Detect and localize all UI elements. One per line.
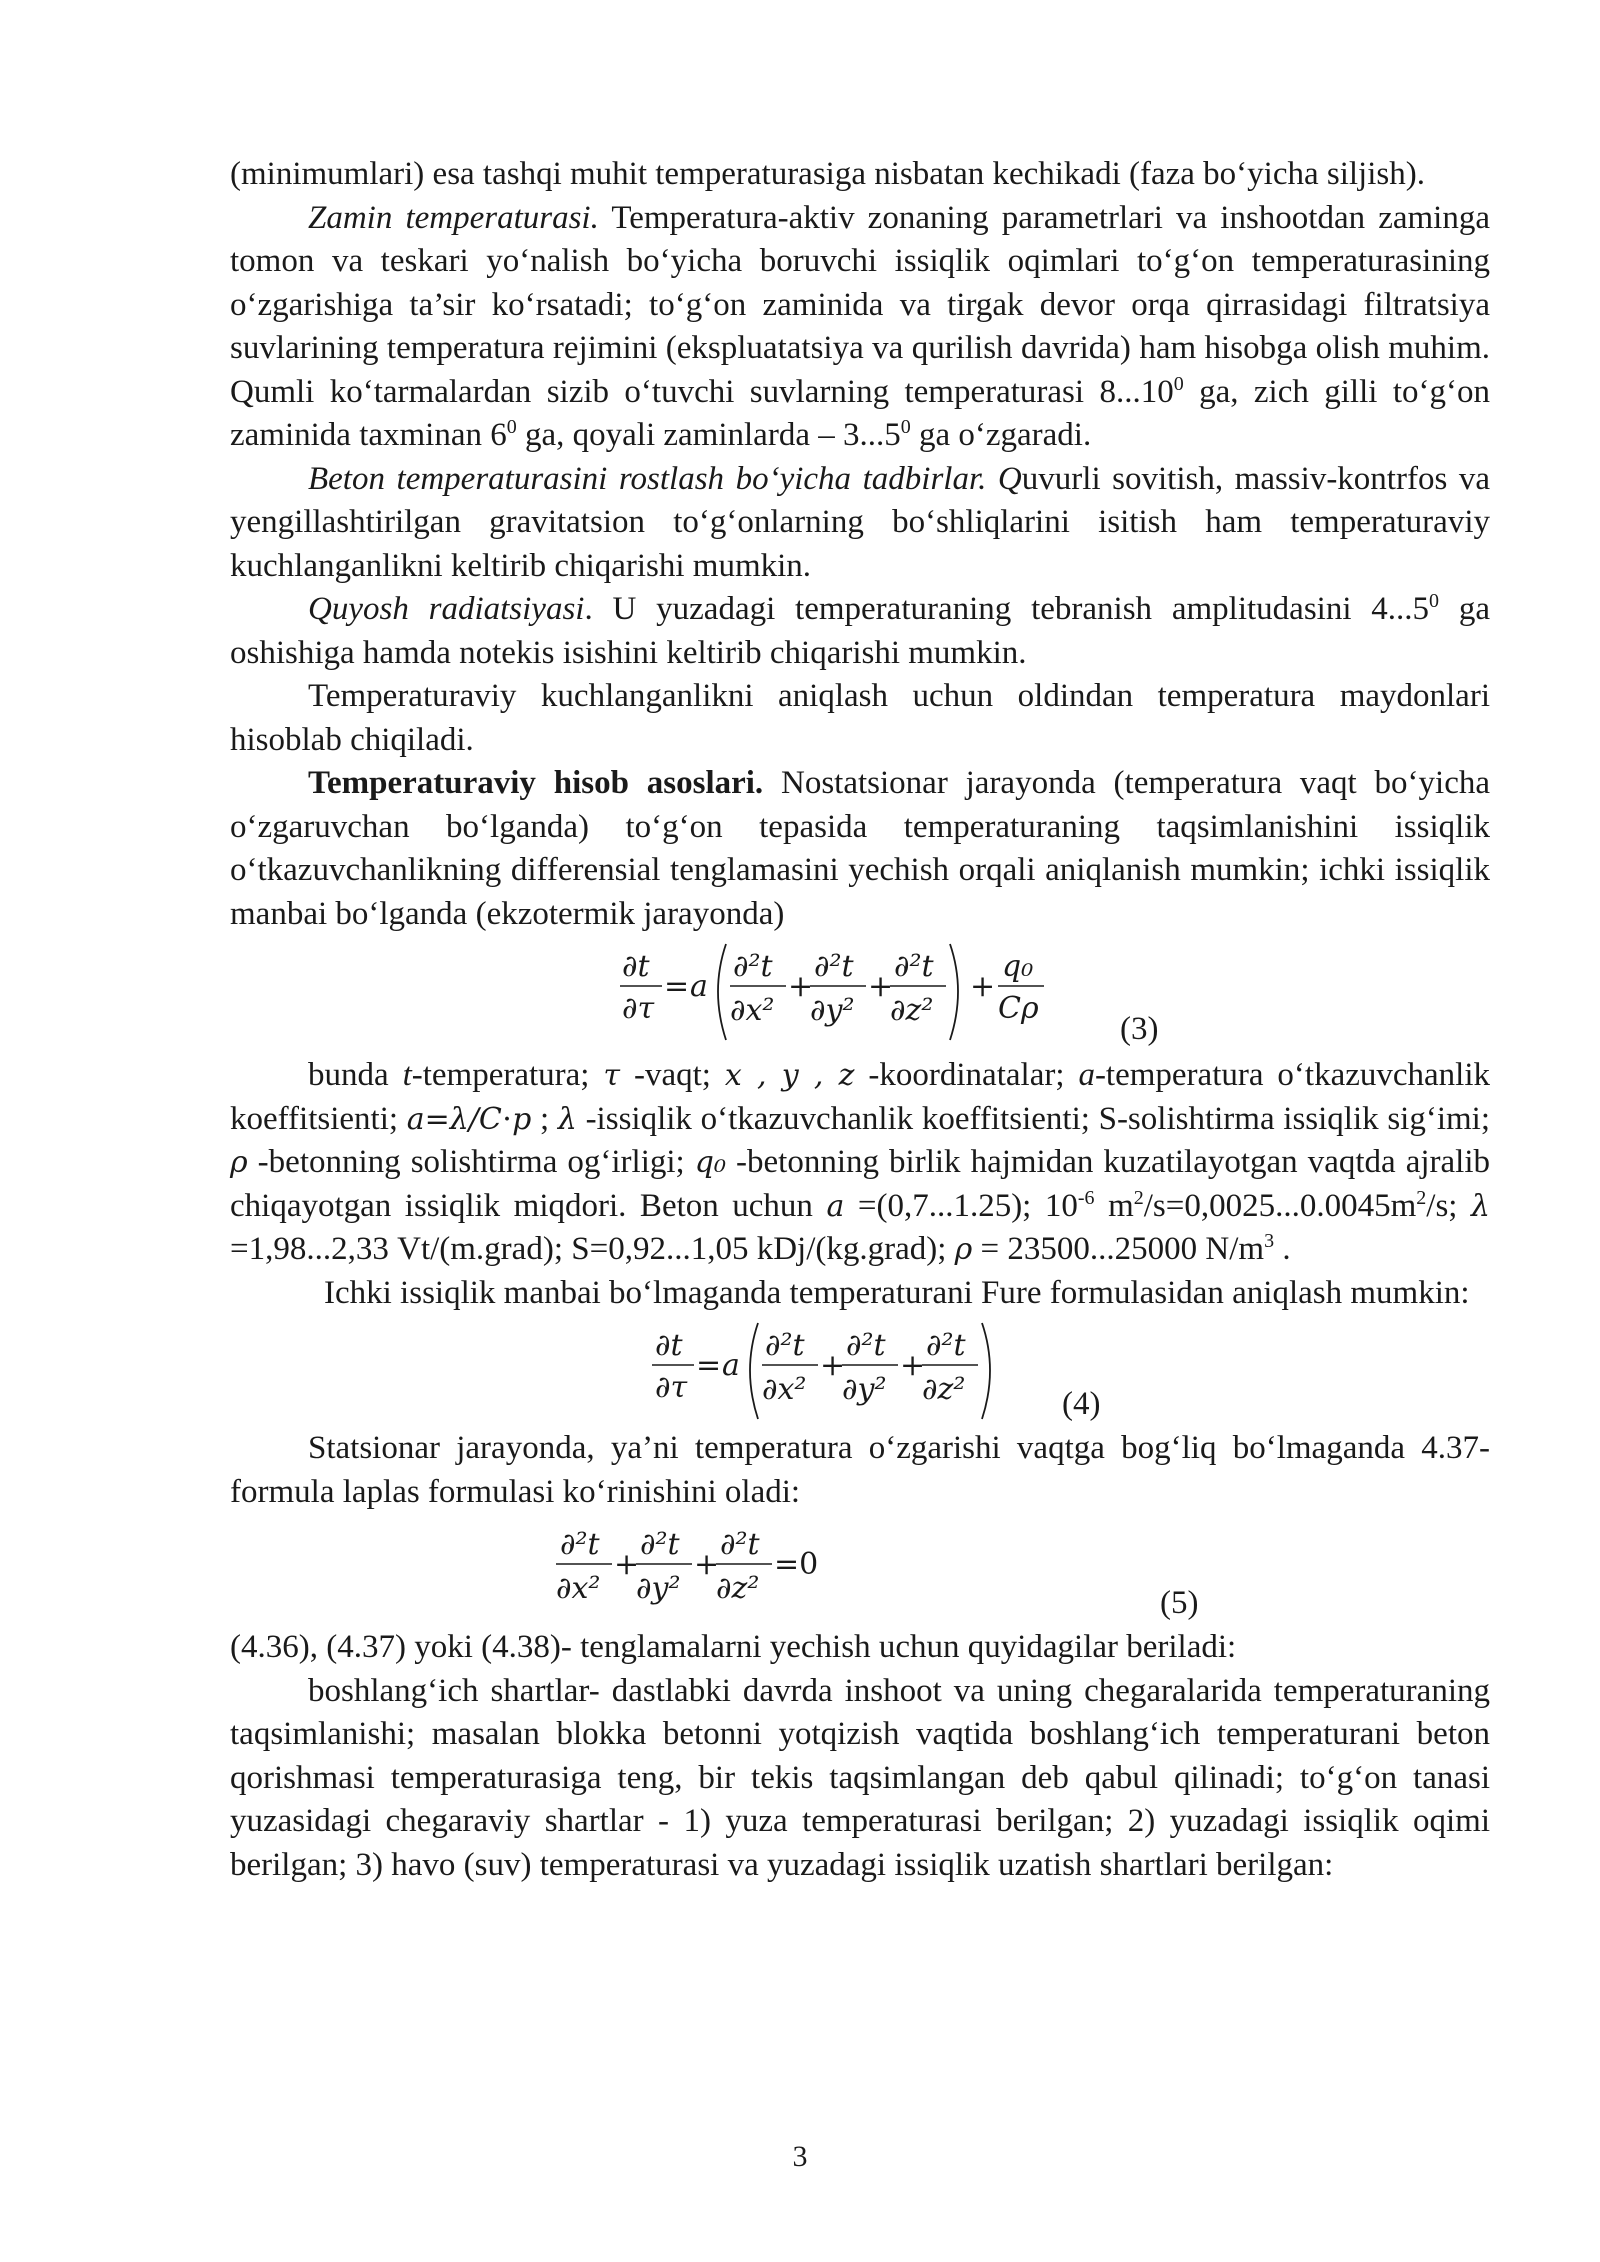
svg-text:∂x²: ∂x² — [730, 993, 775, 1028]
svg-text:=: = — [664, 969, 690, 1004]
heading-hisob: Temperaturaviy hisob asoslari. — [308, 765, 764, 801]
equation-4 — [230, 1315, 1490, 1427]
svg-text:∂²t: ∂²t — [733, 949, 773, 984]
equation-3-number: (3) — [1120, 1011, 1159, 1047]
svg-text:∂²t: ∂²t — [765, 1328, 805, 1363]
paragraph-1: (minimumlari) esa tashqi muhit temperaturasiga nisbatan kechikadi (faza bo‘yicha siljish). — [230, 156, 1425, 192]
paragraph-hisob: Temperaturaviy hisob asoslari. Nostatsionar jarayonda (temperatura vaqt bo‘yicha o‘zgaruvchan bo‘lganda) to‘g‘on tepasida temperaturaning taqsimlanishini issiqlik o‘tkazuvchanlikning differensial tenglamasini yechish orqali aniqlanish mumkin; ichki issiqlik manbai bo‘lganda (ekzotermik jarayonda) — [230, 765, 1490, 932]
svg-text:∂y²: ∂y² — [636, 1571, 681, 1606]
paragraph-temperaturaviy: Temperaturaviy kuchlanganlikni aniqlash uchun oldindan temperatura maydonlari hisoblab chiqiladi. — [230, 678, 1490, 758]
svg-text:Cρ: Cρ — [998, 991, 1039, 1026]
paragraph-bunda: bunda t-temperatura; τ -vaqt; x , y , z -koordinatalar; a-temperatura o‘tkazuvchanlik koeffitsienti; a=λ/C⋅p ; λ -issiqlik o‘tkazuvchanlik koeffitsienti; S-solishtirma issiqlik sig‘imi; ρ -betonning solishtirma og‘irligi; q₀ -betonning birlik hajmidan kuzatilayotgan vaqtda ajralib chiqayotgan issiqlik miqdori. Beton uchun a =(0,7...1.25); $10^{-6}$ $m^2/s=0,0025...0.0045m^2/s$; λ =1,98...2,33 Vt/(m.grad); S=0,92...1,05 kDj/(kg.grad); ρ = 23500...25000 $N/m^3$ . — [230, 1057, 1491, 1267]
equation-3 — [230, 936, 1490, 1054]
equation-5-number: (5) — [1160, 1585, 1199, 1621]
svg-text:+: + — [900, 1348, 926, 1383]
paragraph-statsionar: Statsionar jarayonda, ya’ni temperatura o‘zgarishi vaqtga bog‘liq bo‘lmaganda 4.37-formula laplas formulasi ko‘rinishini oladi: — [230, 1430, 1490, 1510]
eq3-dtau: ∂τ — [622, 991, 655, 1026]
equation-5 — [230, 1514, 1490, 1626]
svg-text:∂z²: ∂z² — [922, 1372, 966, 1407]
paragraph-zamin: Zamin temperaturasi. Temperatura-aktiv zonaning parametrlari va inshootdan zaminga tomon va teskari yo‘nalish bo‘yicha boruvchi issiqlik oqimlari to‘g‘on temperaturasining o‘zgarishiga ta’sir ko‘rsatadi; to‘g‘on zaminida va tirgak devor orqa qirrasidagi filtratsiya suvlarining temperatura rejimini (ekspluatatsiya va qurilish davrida) ham hisobga olish muhim. Qumli ko‘tarmalardan sizib o‘tuvchi suvlarning temperaturasi 8...10$^0$ ga, zich gilli to‘g‘on zaminida taxminan $6^0$ ga, qoyali zaminlarda – 3...5$^0$ ga o‘zgaradi. — [230, 199, 1490, 453]
svg-text:∂²t: ∂²t — [926, 1328, 966, 1363]
paragraph-fure: Ichki issiqlik manbai bo‘lmaganda temperaturani Fure formulasidan aniqlash mumkin: — [324, 1274, 1470, 1311]
svg-text:q₀: q₀ — [1002, 949, 1034, 984]
svg-text:=0: =0 — [774, 1547, 819, 1582]
svg-text:∂y²: ∂y² — [810, 993, 855, 1028]
svg-text:∂τ: ∂τ — [655, 1370, 688, 1405]
svg-text:∂x²: ∂x² — [762, 1372, 807, 1407]
heading-beton: Beton temperaturasini rostlash bo‘yicha tadbirlar. Q — [308, 460, 1022, 497]
svg-text:+: + — [614, 1547, 640, 1582]
svg-text:∂²t: ∂²t — [814, 949, 854, 984]
svg-text:∂²t: ∂²t — [846, 1328, 886, 1363]
paragraph-tenglamalar: (4.36), (4.37) yoki (4.38)- tenglamalarni yechish uchun quyidagilar beriladi: — [230, 1629, 1237, 1665]
heading-zamin: Zamin temperaturasi. — [308, 199, 599, 236]
svg-text:+: + — [788, 969, 814, 1004]
heading-quyosh: Quyosh radiatsiyasi — [308, 591, 585, 627]
svg-text:+: + — [970, 969, 996, 1004]
svg-text:a: a — [722, 1348, 740, 1383]
page-number: 3 — [792, 2140, 808, 2173]
svg-text:a: a — [690, 969, 708, 1004]
svg-text:+: + — [694, 1547, 720, 1582]
svg-text:=: = — [696, 1348, 722, 1383]
paragraph-quyosh: Quyosh radiatsiyasi. U yuzadagi temperaturaning tebranish amplitudasini 4...5$^0$ ga oshishiga hamda notekis isishini keltirib chiqarishi mumkin. — [230, 590, 1490, 671]
svg-text:+: + — [820, 1348, 846, 1383]
svg-text:+: + — [868, 969, 894, 1004]
svg-text:∂x²: ∂x² — [556, 1571, 601, 1606]
svg-text:∂²t: ∂²t — [560, 1527, 600, 1562]
paragraph-beton: Beton temperaturasini rostlash bo‘yicha tadbirlar. Quvurli sovitish, massiv-kontrfos va yengillashtirilgan gravitatsion to‘g‘onlarning bo‘shliqlarini isitish ham temperaturaviy kuchlanganlikni keltirib chiqarishi mumkin. — [230, 460, 1490, 584]
body-text — [230, 153, 1490, 1887]
equation-4-graphic — [230, 1315, 1490, 1427]
svg-text:∂y²: ∂y² — [842, 1372, 887, 1407]
equation-5-graphic — [230, 1514, 1490, 1626]
equation-4-number: (4) — [1062, 1386, 1101, 1422]
svg-text:∂²t: ∂²t — [640, 1527, 680, 1562]
eq3-dt: ∂t — [622, 949, 650, 984]
svg-text:∂z²: ∂z² — [716, 1571, 760, 1606]
paragraph-shartlar: boshlang‘ich shartlar- dastlabki davrda inshoot va uning chegaralarida temperaturaning taqsimlanishi; masalan blokka betonni yotqizish vaqtida boshlang‘ich temperaturani beton qorishmasi temperaturasiga teng, bir tekis taqsimlangan deb qabul qilinadi; to‘g‘on tanasi yuzasidagi chegaraviy shartlar - 1) yuza temperaturasi berilgan; 2) yuzadagi issiqlik oqimi berilgan; 3) havo (suv) temperaturasi va yuzadagi issiqlik uzatish shartlari berilgan: — [230, 1672, 1490, 1883]
equation-3-graphic — [230, 936, 1490, 1054]
svg-text:∂²t: ∂²t — [720, 1527, 760, 1562]
svg-text:∂²t: ∂²t — [894, 949, 934, 984]
svg-text:∂z²: ∂z² — [890, 993, 934, 1028]
svg-text:∂t: ∂t — [655, 1328, 683, 1363]
